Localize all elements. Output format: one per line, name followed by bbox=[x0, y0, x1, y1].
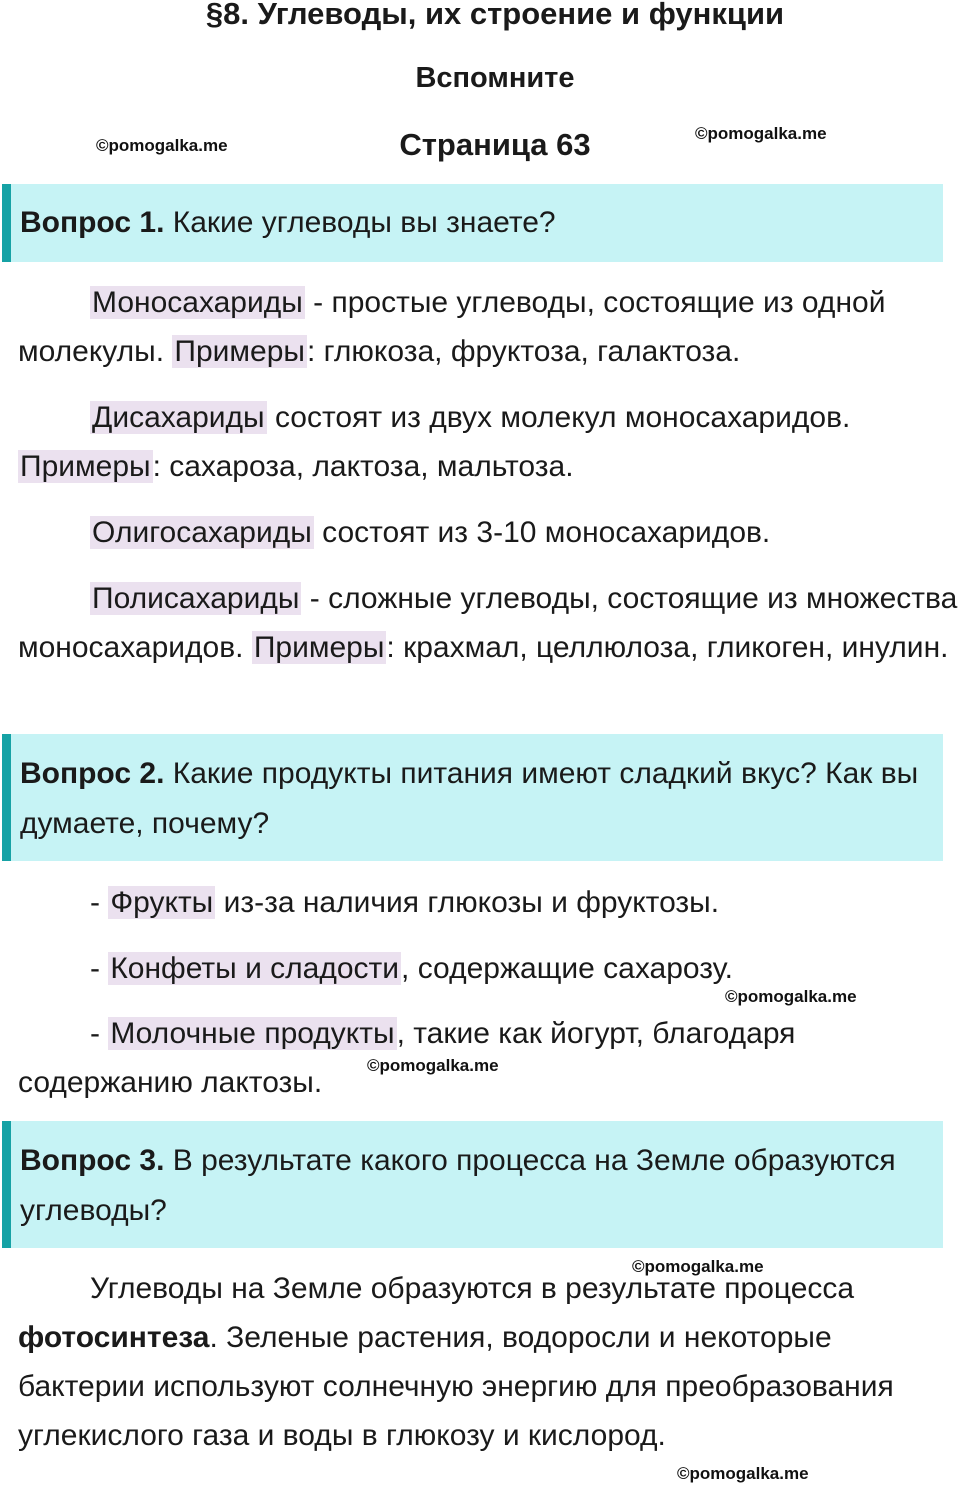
answer-paragraph bbox=[18, 508, 960, 557]
section-title: §8. Углеводы, их строение и функции bbox=[205, 0, 785, 31]
term-highlight: Конфеты и сладости bbox=[110, 952, 400, 985]
examples-highlight: Примеры bbox=[174, 335, 305, 368]
dash: - bbox=[90, 1017, 109, 1050]
examples-highlight: Примеры bbox=[253, 631, 385, 664]
answer-paragraph bbox=[18, 574, 960, 672]
question-3-label: Вопрос 3. bbox=[20, 1144, 165, 1177]
answer-text: : крахмал, целлюлоза, гликоген, инулин. bbox=[386, 631, 949, 664]
question-2-text bbox=[20, 749, 943, 849]
term-highlight: Молочные продукты bbox=[110, 1017, 395, 1050]
watermark: ©pomogalka.me bbox=[632, 1257, 764, 1276]
answer-text: : глюкоза, фруктоза, галактоза. bbox=[306, 335, 741, 368]
watermark: ©pomogalka.me bbox=[96, 136, 228, 155]
watermark: ©pomogalka.me bbox=[677, 1464, 809, 1483]
answer-paragraph bbox=[18, 393, 960, 491]
answer-paragraph bbox=[18, 1264, 960, 1460]
answer-text: Углеводы на Земле образуются в результате процесса bbox=[90, 1272, 855, 1305]
dash: - bbox=[90, 886, 109, 919]
answer-paragraph bbox=[18, 278, 960, 376]
question-3-text bbox=[20, 1136, 943, 1236]
question-2-body: Какие продукты питания имеют сладкий вкус? Как вы думаете, почему? bbox=[20, 757, 919, 840]
examples-highlight: Примеры bbox=[20, 450, 151, 483]
term-highlight: Моносахариды bbox=[92, 286, 303, 319]
watermark: ©pomogalka.me bbox=[367, 1056, 499, 1075]
term-highlight: Полисахариды bbox=[92, 582, 300, 615]
question-1-text bbox=[20, 198, 943, 248]
dash: - bbox=[90, 952, 109, 985]
answer-text: : сахароза, лактоза, мальтоза. bbox=[152, 450, 574, 483]
question-1-label: Вопрос 1. bbox=[20, 206, 165, 239]
answer-text: - простые углеводы, состоящие из одной молекулы. bbox=[18, 286, 886, 368]
answer-keyword: фотосинтеза bbox=[18, 1321, 210, 1354]
answer-text: состоят из 3-10 моносахаридов. bbox=[313, 516, 771, 549]
answer-text: из-за наличия глюкозы и фруктозы. bbox=[215, 886, 720, 919]
term-highlight: Фрукты bbox=[110, 886, 214, 919]
term-highlight: Дисахариды bbox=[92, 401, 265, 434]
question-1-body: Какие углеводы вы знаете? bbox=[164, 206, 556, 239]
question-1-box bbox=[2, 184, 943, 262]
term-highlight: Олигосахариды bbox=[92, 516, 312, 549]
question-3-body: В результате какого процесса на Земле образуются углеводы? bbox=[20, 1144, 896, 1227]
answer-text: - сложные углеводы, состоящие из множества моносахаридов. bbox=[18, 582, 958, 664]
question-2-box bbox=[2, 734, 943, 861]
answer-text: , такие как йогурт, благодаря содержанию лактозы. bbox=[18, 1017, 796, 1099]
watermark: ©pomogalka.me bbox=[725, 987, 857, 1006]
question-3-box bbox=[2, 1121, 943, 1248]
answer-text: . Зеленые растения, водоросли и некоторые бактерии используют солнечную энергию для преобразования углекислого газа и воды в глюкозу и кислород. bbox=[18, 1321, 894, 1452]
answer-text: состоят из двух молекул моносахаридов. bbox=[266, 401, 851, 434]
page-number: Страница 63 bbox=[399, 127, 591, 162]
section-subtitle: Вспомните bbox=[415, 62, 575, 94]
answer-text: , содержащие сахарозу. bbox=[401, 952, 733, 985]
answer-item bbox=[18, 944, 960, 993]
question-2-label: Вопрос 2. bbox=[20, 757, 165, 790]
watermark: ©pomogalka.me bbox=[695, 124, 827, 143]
answer-item bbox=[18, 878, 960, 927]
